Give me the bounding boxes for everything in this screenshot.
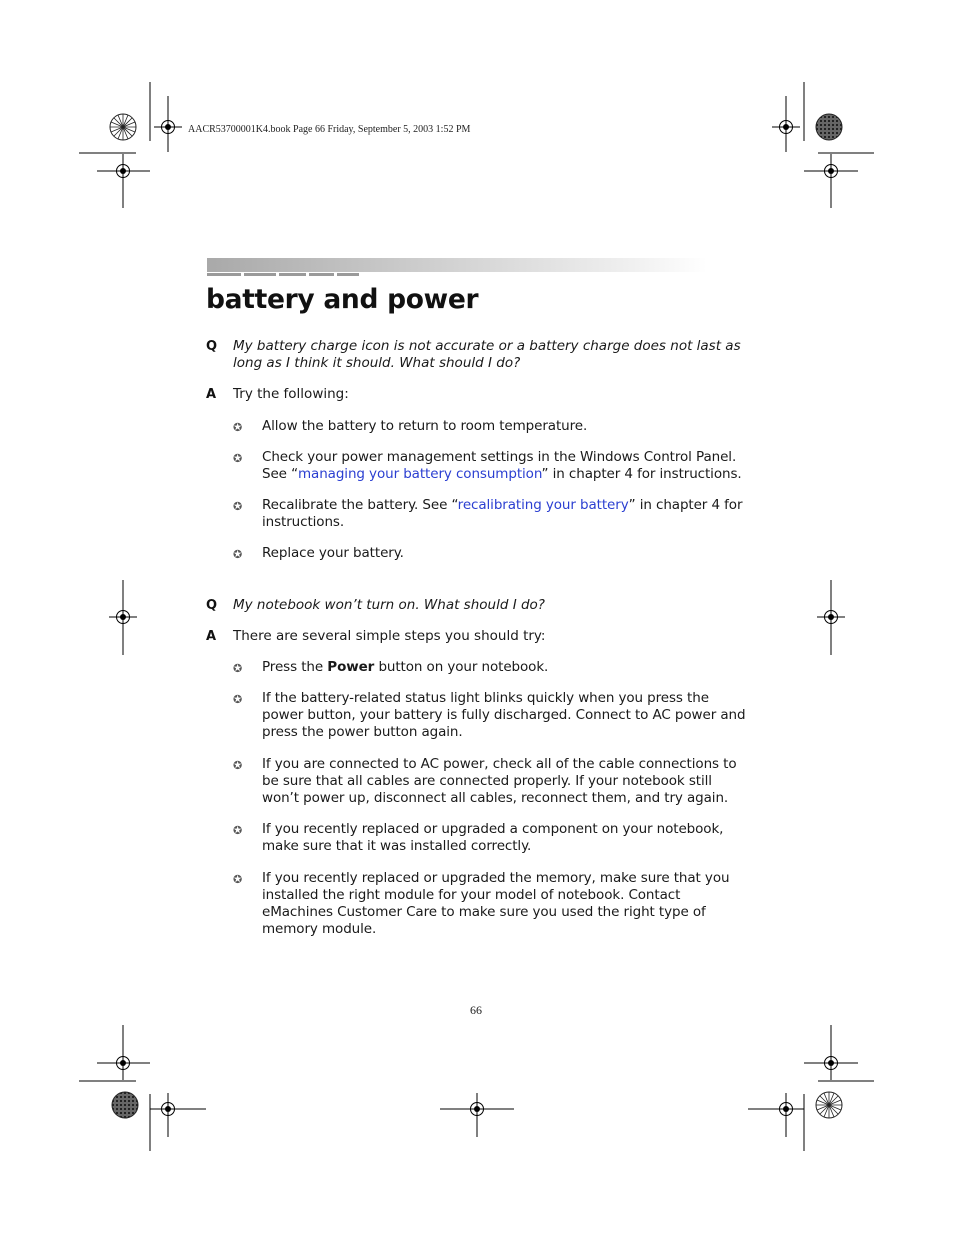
list-item: If you recently replaced or upgraded a component on your notebook, make sure that it was installed correctly. (262, 821, 724, 854)
bullet-icon: ✪ (233, 452, 243, 465)
bullet-icon: ✪ (233, 421, 243, 434)
bullet-icon: ✪ (233, 500, 243, 513)
bullet-icon: ✪ (233, 873, 243, 886)
answer-label: A (206, 629, 217, 644)
question-text: My battery charge icon is not accurate or a battery charge does not last as long as I think it should. What should I do? (233, 338, 741, 371)
answer-text: There are several simple steps you should try: (233, 628, 546, 644)
list-item: Check your power management settings in the Windows Control Panel. See “managing your battery consumption” in chapter 4 for instructions. (262, 449, 742, 482)
bullet-icon: ✪ (233, 548, 243, 561)
answer-text: Try the following: (233, 386, 349, 402)
page-number: 66 (470, 1003, 482, 1017)
question-text: My notebook won’t turn on. What should I do? (233, 597, 545, 613)
list-item: If you recently replaced or upgraded the memory, make sure that you installed the right module for your model of notebook. Contact eMachines Customer Care to make sure you used the right type of memory module. (262, 870, 730, 937)
list-item: If you are connected to AC power, check all of the cable connections to be sure that all cables are connected properly. If your notebook still won’t power up, disconnect all cables, reconnect them, and try again. (262, 756, 737, 806)
print-header: AACR53700001K4.book Page 66 Friday, September 5, 2003 1:52 PM (188, 124, 471, 135)
bullet-icon: ✪ (233, 662, 243, 675)
cross-reference-link[interactable]: managing your battery consumption (297, 466, 542, 482)
power-button-term: Power (327, 659, 375, 675)
list-item: Replace your battery. (262, 545, 404, 561)
list-item: Recalibrate the battery. See “recalibrating your battery” in chapter 4 for instructions. (262, 497, 743, 530)
bullet-icon: ✪ (233, 693, 243, 706)
question-label: Q (206, 598, 218, 613)
cross-reference-link[interactable]: recalibrating your battery (457, 497, 629, 513)
list-item: If the battery-related status light blinks quickly when you press the power button, your battery is fully discharged. Connect to AC power and press the power button again. (262, 690, 746, 740)
list-item: Press the Power button on your notebook. (262, 659, 549, 675)
bullet-icon: ✪ (233, 759, 243, 772)
list-item: Allow the battery to return to room temperature. (262, 418, 588, 434)
question-label: Q (206, 339, 218, 354)
answer-label: A (206, 387, 217, 402)
title-gradient-bar (207, 258, 707, 272)
bullet-icon: ✪ (233, 824, 243, 837)
page-title: battery and power (206, 284, 479, 315)
